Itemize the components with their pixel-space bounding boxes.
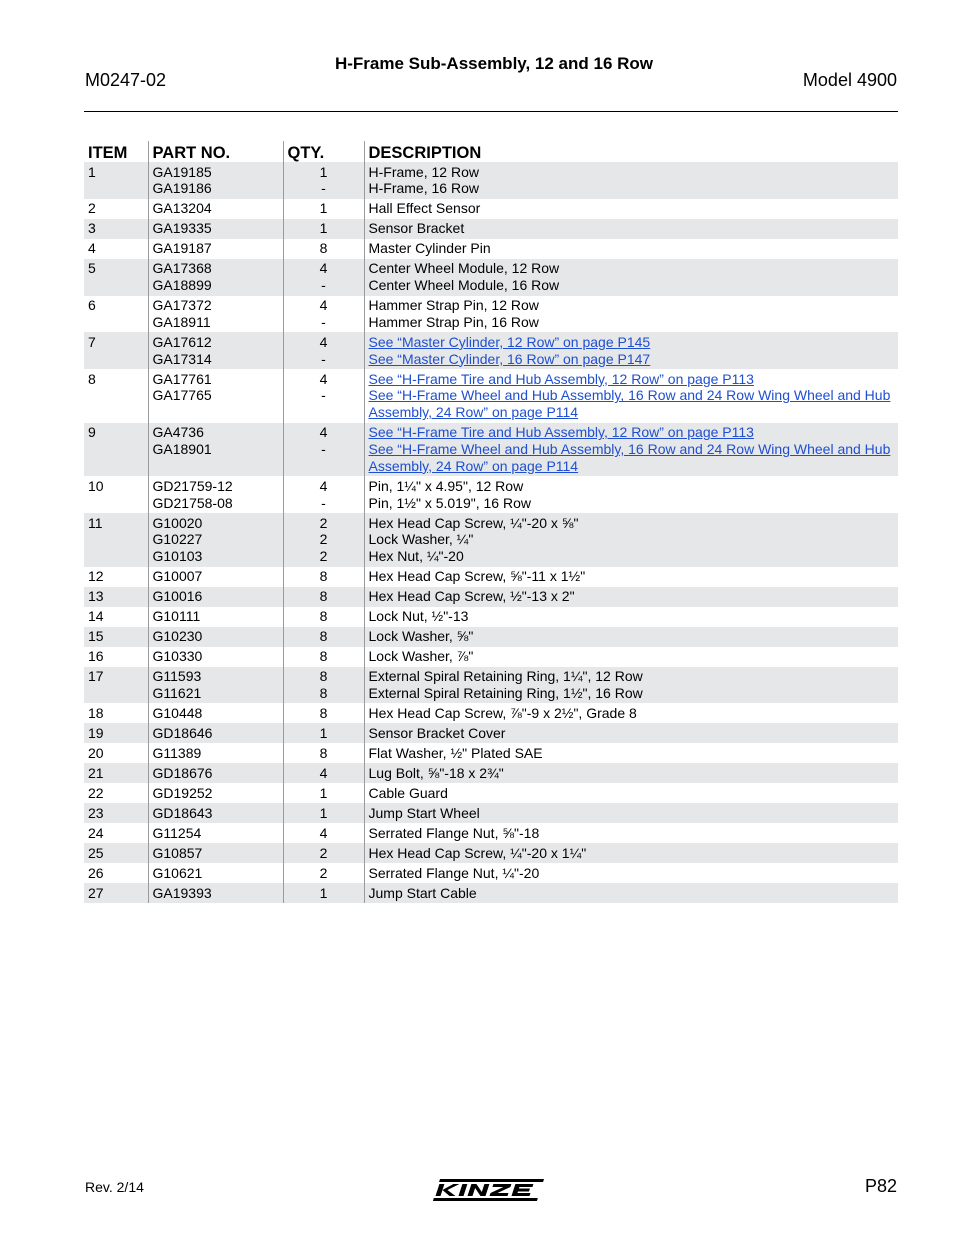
description-cell (364, 783, 898, 803)
part-number-cell (148, 883, 283, 903)
description-text: External Spiral Retaining Ring, 1½", 16 Row (368, 684, 643, 701)
item-number: 4 (88, 240, 96, 257)
description-link[interactable]: Assembly, 24 Row” on page P114 (368, 404, 579, 421)
quantity-cell (283, 703, 364, 723)
quantity: 1 (319, 200, 328, 217)
part-number-cell (148, 567, 283, 587)
table-row (84, 883, 898, 903)
description-cell (364, 607, 898, 627)
part-number-cell (148, 783, 283, 803)
part-number: G10330 (152, 648, 203, 665)
quantity-cell (283, 627, 364, 647)
description-link[interactable]: See “Master Cylinder, 16 Row” on page P147 (368, 350, 651, 367)
column-header-qty: QTY. (283, 141, 364, 162)
description-cell (364, 823, 898, 843)
description-text: Hex Head Cap Screw, ⅝"-11 x 1½" (368, 568, 586, 585)
table-row (84, 296, 898, 333)
quantity-cell (283, 162, 364, 199)
table-row (84, 239, 898, 259)
quantity: 4 (319, 764, 328, 781)
table-row (84, 199, 898, 219)
part-number: G11389 (152, 744, 202, 761)
description-cell (364, 803, 898, 823)
part-number-cell (148, 259, 283, 296)
part-number: GD18646 (152, 724, 213, 741)
item-number: 24 (88, 824, 104, 841)
item-number: 18 (88, 704, 104, 721)
part-number-cell (148, 587, 283, 607)
description-text: Jump Start Wheel (368, 804, 480, 821)
quantity-cell (283, 823, 364, 843)
description-link[interactable]: See “H-Frame Tire and Hub Assembly, 12 Row” on page P113 (368, 424, 754, 441)
quantity-cell (283, 843, 364, 863)
part-number-cell (148, 476, 283, 513)
quantity: 4 (319, 260, 328, 277)
part-number-cell (148, 723, 283, 743)
description-cell (364, 513, 898, 567)
quantity: - (321, 277, 326, 294)
item-number: 22 (88, 784, 104, 801)
description-cell (364, 199, 898, 219)
item-number: 25 (84, 843, 148, 863)
part-number-cell (148, 763, 283, 783)
part-number-cell (148, 667, 283, 704)
part-number-cell (148, 369, 283, 423)
header-divider (84, 111, 898, 112)
description-cell (364, 259, 898, 296)
table-row (84, 627, 898, 647)
part-number: G11593 (152, 668, 202, 685)
revision-label: Rev. 2/14 (85, 1179, 144, 1195)
description-cell (364, 763, 898, 783)
quantity-cell (283, 369, 364, 423)
item-number: 10 (88, 477, 104, 494)
description-text: Sensor Bracket (368, 220, 465, 237)
part-number: G10230 (152, 628, 203, 645)
table-row (84, 703, 898, 723)
model-label: Model 4900 (802, 70, 897, 90)
description-cell (364, 332, 898, 369)
table-row (84, 423, 898, 477)
part-number-cell (148, 513, 283, 567)
quantity: 2 (319, 548, 328, 565)
quantity: 8 (319, 704, 328, 721)
item-number: 27 (84, 883, 148, 903)
quantity: 4 (319, 297, 328, 314)
description-text: Hammer Strap Pin, 12 Row (368, 297, 539, 314)
quantity-cell (283, 783, 364, 803)
quantity: 1 (319, 220, 328, 237)
description-text: Lock Washer, ⅝" (368, 628, 474, 645)
description-text: Lock Washer, ¼" (368, 531, 474, 548)
quantity-cell (283, 723, 364, 743)
table-row (84, 219, 898, 239)
description-text: External Spiral Retaining Ring, 1¼", 12 Row (368, 668, 643, 685)
description-text: Hex Head Cap Screw, ½"-13 x 2" (368, 588, 575, 605)
description-cell (364, 423, 898, 477)
part-number: GA17612 (152, 333, 212, 350)
description-cell (364, 239, 898, 259)
table-row (84, 647, 898, 667)
part-number: G10621 (152, 864, 203, 881)
description-text: Sensor Bracket Cover (368, 724, 506, 741)
parts-table (84, 141, 898, 903)
parts-table-body (84, 162, 898, 903)
quantity: 8 (319, 648, 328, 665)
column-header-item: ITEM (88, 144, 128, 163)
part-number: GA19186 (152, 180, 212, 197)
quantity: 1 (319, 884, 328, 901)
part-number: GA17765 (152, 387, 212, 404)
table-row (84, 587, 898, 607)
quantity-cell (283, 743, 364, 763)
part-number: GA19393 (152, 884, 212, 901)
description-text: Lock Nut, ½"-13 (368, 608, 469, 625)
part-number: G11254 (152, 824, 202, 841)
part-number: GA4736 (152, 424, 204, 441)
quantity: 8 (319, 684, 328, 701)
table-row (84, 259, 898, 296)
part-number: GD18676 (152, 764, 213, 781)
page-title: H-Frame Sub-Assembly, 12 and 16 Row (334, 54, 654, 73)
part-number: GA17314 (152, 350, 212, 367)
item-number: 12 (88, 568, 104, 585)
part-number: G10007 (152, 568, 203, 585)
description-text: Pin, 1½" x 5.019", 16 Row (368, 494, 531, 511)
part-number-cell (148, 703, 283, 723)
description-text: Serrated Flange Nut, ¼"-20 (368, 864, 540, 881)
description-text: H-Frame, 16 Row (368, 180, 479, 197)
description-cell (364, 627, 898, 647)
part-number-cell (148, 239, 283, 259)
quantity: 1 (319, 163, 328, 180)
table-row (84, 369, 898, 423)
description-text: Hex Head Cap Screw, ¼"-20 x ⅝" (368, 514, 579, 531)
quantity-cell (283, 239, 364, 259)
quantity: 8 (319, 608, 328, 625)
quantity-cell (283, 219, 364, 239)
item-number: 2 (88, 200, 96, 217)
part-number: GA13204 (152, 200, 212, 217)
quantity: 4 (319, 333, 328, 350)
description-text: Hall Effect Sensor (368, 200, 481, 217)
part-number-cell (148, 423, 283, 477)
part-number: GA17372 (152, 297, 212, 314)
quantity-cell (283, 513, 364, 567)
quantity: 2 (319, 514, 328, 531)
part-number-cell (148, 743, 283, 763)
part-number-cell (148, 199, 283, 219)
quantity: 4 (319, 370, 328, 387)
part-number-cell (148, 823, 283, 843)
description-cell (364, 703, 898, 723)
item-number: 26 (88, 864, 104, 881)
item-number: 19 (84, 723, 148, 743)
description-link[interactable]: See “H-Frame Wheel and Hub Assembly, 16 Row and 24 Row Wing Wheel and Hub (368, 387, 891, 404)
part-number: G10103 (152, 548, 203, 565)
quantity-cell (283, 667, 364, 704)
item-number: 7 (84, 332, 148, 369)
item-number: 17 (84, 667, 148, 704)
quantity: - (321, 350, 326, 367)
quantity: 2 (319, 531, 328, 548)
part-number-cell (148, 843, 283, 863)
part-number: G10448 (152, 704, 203, 721)
quantity-cell (283, 607, 364, 627)
quantity: 8 (319, 628, 328, 645)
item-number: 21 (84, 763, 148, 783)
item-number: 16 (88, 648, 104, 665)
part-number: GA17761 (152, 370, 212, 387)
quantity-cell (283, 587, 364, 607)
table-row (84, 476, 898, 513)
description-link[interactable]: Assembly, 24 Row” on page P114 (368, 457, 579, 474)
part-number: GD19252 (152, 784, 213, 801)
description-text: Lock Washer, ⅞" (368, 648, 474, 665)
description-link[interactable]: See “H-Frame Wheel and Hub Assembly, 16 Row and 24 Row Wing Wheel and Hub (368, 441, 891, 458)
column-header-description: DESCRIPTION (364, 141, 898, 162)
table-row (84, 567, 898, 587)
description-text: H-Frame, 12 Row (368, 163, 479, 180)
part-number: G11621 (152, 684, 202, 701)
table-row (84, 863, 898, 883)
table-row (84, 607, 898, 627)
description-link[interactable]: See “H-Frame Tire and Hub Assembly, 12 Row” on page P113 (368, 370, 754, 387)
part-number-cell (148, 219, 283, 239)
description-text: Serrated Flange Nut, ⅝"-18 (368, 824, 540, 841)
part-number: G10227 (152, 531, 203, 548)
table-row (84, 723, 898, 743)
part-number: G10111 (152, 608, 201, 625)
part-number: GA18901 (152, 441, 212, 458)
quantity: 8 (319, 568, 328, 585)
document-number: M0247-02 (85, 70, 167, 90)
description-text: Master Cylinder Pin (368, 240, 491, 257)
quantity-cell (283, 332, 364, 369)
quantity: - (321, 387, 326, 404)
part-number: G10016 (152, 588, 203, 605)
description-text: Cable Guard (368, 784, 448, 801)
description-text: Lug Bolt, ⅝"-18 x 2¾" (368, 764, 504, 781)
part-number: GA19187 (152, 240, 212, 257)
description-cell (364, 647, 898, 667)
quantity: - (321, 180, 326, 197)
part-number: GA18899 (152, 277, 212, 294)
quantity: 4 (319, 824, 328, 841)
description-text: Center Wheel Module, 16 Row (368, 277, 560, 294)
part-number-cell (148, 627, 283, 647)
part-number: GD18643 (152, 804, 213, 821)
item-number: 1 (84, 162, 148, 199)
description-cell (364, 567, 898, 587)
quantity-cell (283, 423, 364, 477)
description-cell (364, 743, 898, 763)
quantity-cell (283, 647, 364, 667)
part-number-cell (148, 332, 283, 369)
description-cell (364, 863, 898, 883)
table-row (84, 763, 898, 783)
part-number: GA19335 (152, 220, 212, 237)
description-text: Hammer Strap Pin, 16 Row (368, 313, 539, 330)
description-cell (364, 843, 898, 863)
item-number: 13 (84, 587, 148, 607)
quantity: 1 (319, 724, 328, 741)
item-number: 9 (84, 423, 148, 477)
quantity-cell (283, 296, 364, 333)
part-number-cell (148, 803, 283, 823)
part-number-cell (148, 647, 283, 667)
quantity: 2 (319, 844, 328, 861)
part-number: GD21759-12 (152, 477, 233, 494)
quantity-cell (283, 567, 364, 587)
quantity: - (321, 313, 326, 330)
quantity-cell (283, 259, 364, 296)
part-number-cell (148, 607, 283, 627)
part-number: G10857 (152, 844, 203, 861)
part-number-cell (148, 863, 283, 883)
description-text: Flat Washer, ½" Plated SAE (368, 744, 543, 761)
quantity-cell (283, 883, 364, 903)
description-text: Hex Nut, ¼"-20 (368, 548, 464, 565)
table-row (84, 332, 898, 369)
quantity: 1 (319, 784, 328, 801)
column-header-part-no: PART NO. (148, 141, 283, 162)
quantity: 1 (319, 804, 328, 821)
quantity-cell (283, 863, 364, 883)
part-number: GA18911 (152, 313, 211, 330)
description-cell (364, 219, 898, 239)
item-number: 11 (84, 513, 148, 567)
kinze-logo-wordmark (433, 1179, 544, 1201)
table-row (84, 843, 898, 863)
item-number: 23 (84, 803, 148, 823)
description-text: Jump Start Cable (368, 884, 477, 901)
quantity-cell (283, 199, 364, 219)
description-text: Hex Head Cap Screw, ¼"-20 x 1¼" (368, 844, 587, 861)
quantity: 8 (319, 588, 328, 605)
description-text: Center Wheel Module, 12 Row (368, 260, 560, 277)
description-link[interactable]: See “Master Cylinder, 12 Row” on page P145 (368, 333, 651, 350)
table-row (84, 513, 898, 567)
item-number: 6 (88, 297, 96, 314)
part-number: GD21758-08 (152, 494, 233, 511)
item-number: 3 (84, 219, 148, 239)
item-number: 15 (84, 627, 148, 647)
item-number: 8 (88, 370, 96, 387)
quantity: 8 (319, 744, 328, 761)
part-number-cell (148, 162, 283, 199)
description-cell (364, 476, 898, 513)
kinze-logo (432, 1176, 552, 1204)
description-cell (364, 296, 898, 333)
quantity: 8 (319, 240, 328, 257)
description-cell (364, 883, 898, 903)
quantity: 2 (319, 864, 328, 881)
description-cell (364, 667, 898, 704)
part-number: G10020 (152, 514, 203, 531)
quantity: - (321, 494, 326, 511)
quantity-cell (283, 476, 364, 513)
description-cell (364, 723, 898, 743)
quantity: 4 (319, 477, 328, 494)
table-row (84, 783, 898, 803)
table-header-row (84, 141, 898, 162)
part-number: GA17368 (152, 260, 212, 277)
description-cell (364, 587, 898, 607)
quantity: - (321, 441, 326, 458)
table-row (84, 803, 898, 823)
table-row (84, 823, 898, 843)
quantity-cell (283, 803, 364, 823)
item-number: 20 (88, 744, 104, 761)
table-row (84, 162, 898, 199)
table-row (84, 743, 898, 763)
table-row (84, 667, 898, 704)
part-number: GA19185 (152, 163, 212, 180)
description-text: Hex Head Cap Screw, ⅞"-9 x 2½", Grade 8 (368, 704, 637, 721)
description-cell (364, 369, 898, 423)
quantity: 4 (319, 424, 328, 441)
item-number: 5 (84, 259, 148, 296)
quantity-cell (283, 763, 364, 783)
description-text: Pin, 1¼" x 4.95", 12 Row (368, 477, 524, 494)
description-cell (364, 162, 898, 199)
part-number-cell (148, 296, 283, 333)
item-number: 14 (88, 608, 104, 625)
page-number: P82 (864, 1176, 897, 1196)
quantity: 8 (319, 668, 328, 685)
